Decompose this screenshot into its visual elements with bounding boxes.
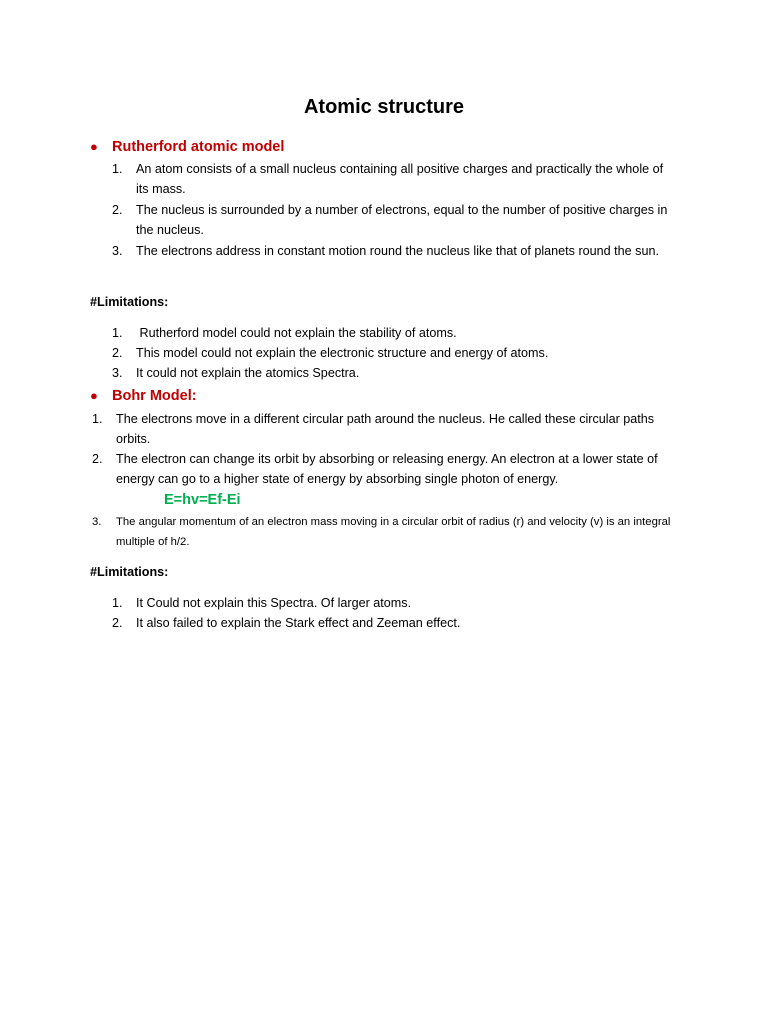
list-item: 1. An atom consists of a small nucleus containing all positive charges and practically the whole of its mass.	[112, 162, 664, 196]
limitations-label-rutherford: #Limitations:	[90, 295, 169, 309]
bohr-postulates-list-continued	[92, 513, 682, 552]
rutherford-postulates-list	[112, 159, 676, 261]
page-title: Atomic structure	[303, 96, 465, 118]
list-item: 2. The electron can change its orbit by absorbing or releasing energy. An electron at a lower state of energy can go to a higher state of energy by absorbing single photon of energy.	[92, 452, 658, 486]
rutherford-limitations-list	[112, 323, 696, 383]
list-item: 3. It could not explain the atomics Spectra.	[112, 366, 360, 380]
list-item: 1. The electrons move in a different circular path around the nucleus. He called these circular paths orbits.	[92, 412, 655, 446]
energy-formula: E=hv=Ef-Ei	[164, 492, 241, 508]
bohr-postulates-list	[92, 409, 676, 489]
section-heading-text: Bohr Model:	[112, 388, 197, 404]
section-heading-rutherford	[90, 137, 284, 157]
bullet-icon: ●	[90, 388, 98, 403]
section-heading-text: Rutherford atomic model	[112, 139, 285, 155]
list-item: 1. It Could not explain this Spectra. Of larger atoms.	[112, 596, 412, 610]
limitations-label-bohr: #Limitations:	[90, 565, 169, 579]
list-item: 3. The electrons address in constant motion round the nucleus like that of planets round the sun.	[112, 244, 659, 258]
list-item: 2. The nucleus is surrounded by a number of electrons, equal to the number of positive charges in the nucleus.	[112, 203, 668, 237]
list-item: 2. This model could not explain the electronic structure and energy of atoms.	[112, 346, 549, 360]
section-heading-bohr	[90, 386, 197, 406]
list-item: 2. It also failed to explain the Stark effect and Zeeman effect.	[112, 616, 461, 630]
bullet-icon: ●	[90, 139, 98, 154]
list-item: 3. The angular momentum of an electron mass moving in a circular orbit of radius (r) and velocity (v) is an integral multiple of h/2.	[92, 516, 671, 548]
bohr-limitations-list	[112, 593, 696, 633]
list-item: 1. Rutherford model could not explain the stability of atoms.	[112, 326, 457, 340]
